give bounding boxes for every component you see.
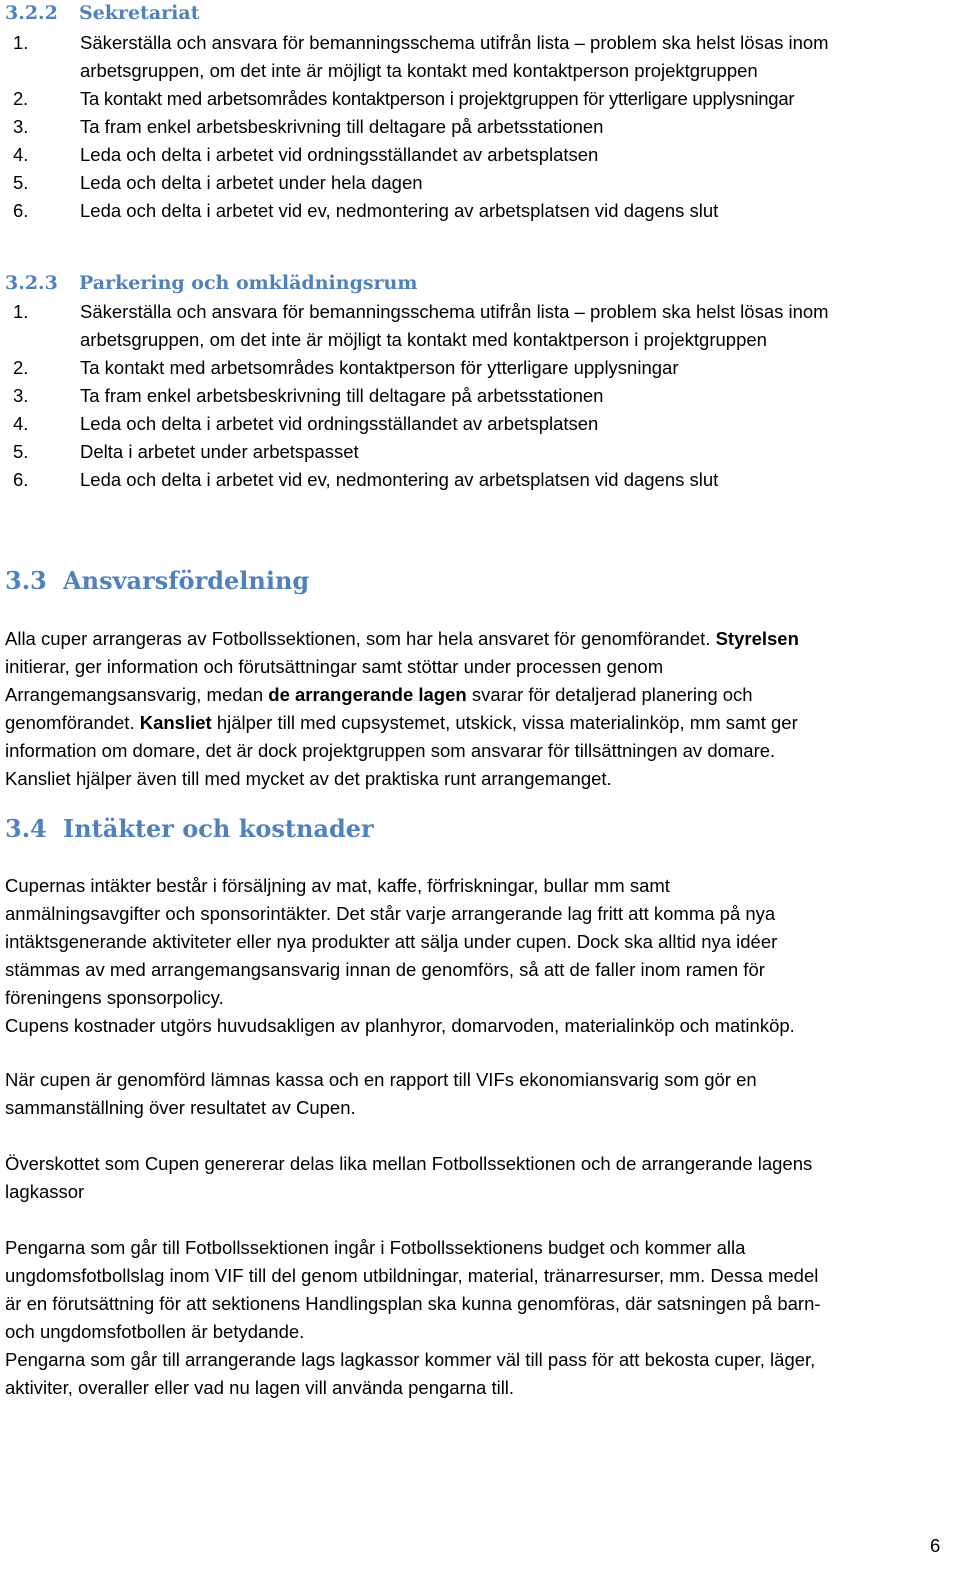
list-item: 3. Ta fram enkel arbetsbeskrivning till deltagare på arbetsstationen: [13, 385, 604, 406]
heading-number: 3.4: [5, 814, 47, 843]
heading-3-2-2: [5, 2, 199, 24]
list-item: 5. Delta i arbetet under arbetspasset: [13, 441, 359, 462]
list-item: 6. Leda och delta i arbetet vid ev, nedmontering av arbetsplatsen vid dagens slut: [13, 469, 719, 490]
list-item: 3. Ta fram enkel arbetsbeskrivning till deltagare på arbetsstationen: [13, 116, 604, 137]
overskott-paragraph: Överskottet som Cupen genererar delas lika mellan Fotbollssektionen och de arrangerande lagens lagkassor: [5, 1153, 813, 1202]
sekretariat-list: [0, 29, 945, 225]
list-item: 4. Leda och delta i arbetet vid ordningsställandet av arbetsplatsen: [13, 413, 599, 434]
heading-3-3: [5, 566, 309, 595]
list-item: 1. Säkerställa och ansvara för bemanningsschema utifrån lista – problem ska helst lösas inom arbetsgruppen, om det inte är möjligt ta kontakt med kontaktperson i projektgruppen: [13, 301, 829, 350]
parkering-list: [0, 298, 945, 494]
heading-3-2-3: [5, 272, 417, 294]
heading-number: 3.2.2: [5, 2, 58, 24]
heading-number: 3.2.3: [5, 272, 58, 294]
list-item: 4. Leda och delta i arbetet vid ordningsställandet av arbetsplatsen: [13, 144, 599, 165]
kassa-paragraph: När cupen är genomförd lämnas kassa och en rapport till VIFs ekonomiansvarig som gör en sammanställning över resultatet av Cupen.: [5, 1069, 757, 1118]
pengarna-paragraph: Pengarna som går till Fotbollssektionen ingår i Fotbollssektionens budget och kommer alla ungdomsfotbollslag inom VIF till del genom utbildningar, material, tränarresurser, mm. Dessa medel är en förutsättning för att sektionens Handlingsplan ska kunna genomföras, där satsningen på barn- och ungdomsfotbollen är betydande. Pengarna som går till arrangerande lags lagkassor kommer väl till pass för att bekosta cuper, läger, aktiviter, overaller eller vad nu lagen vill använda pengarna till.: [5, 1237, 821, 1398]
heading-title: Ansvarsfördelning: [63, 566, 310, 595]
list-item: 2. Ta kontakt med arbetsområdes kontaktperson i projektgruppen för ytterligare upplysningar: [13, 88, 795, 109]
list-item: 2. Ta kontakt med arbetsområdes kontaktperson för ytterligare upplysningar: [13, 357, 679, 378]
heading-number: 3.3: [5, 566, 47, 595]
ansvar-paragraph: Alla cuper arrangeras av Fotbollssektionen, som har hela ansvaret för genomförandet. Styrelsen initierar, ger information och förutsättningar samt stöttar under processen genom Arrangemangsansvarig, medan de arrangerande lagen svarar för detaljerad planering och genomförandet. Kansliet hjälper till med cupsystemet, utskick, vissa materialinköp, mm samt ger information om domare, det är dock projektgruppen som ansvarar för tillsättningen av domare. Kansliet hjälper även till med mycket av det praktiska runt arrangemanget.: [5, 628, 799, 789]
heading-3-4: [5, 814, 374, 843]
intakter-paragraph: Cupernas intäkter består i försäljning av mat, kaffe, förfriskningar, bullar mm samt anmälningsavgifter och sponsorintäkter. Det står varje arrangerande lag fritt att komma på nya intäktsgenerande aktiviteter eller nya produkter att sälja under cupen. Dock ska alltid nya idéer stämmas av med arrangemangsansvarig innan de genomförs, så att de faller inom ramen för föreningens sponsorpolicy. Cupens kostnader utgörs huvudsakligen av planhyror, domarvoden, materialinköp och matinköp.: [5, 875, 795, 1036]
list-item: 6. Leda och delta i arbetet vid ev, nedmontering av arbetsplatsen vid dagens slut: [13, 200, 719, 221]
heading-title: Parkering och omklädningsrum: [79, 272, 418, 294]
heading-title: Intäkter och kostnader: [63, 814, 374, 843]
page-number: 6: [930, 1535, 941, 1556]
list-item: 5. Leda och delta i arbetet under hela dagen: [13, 172, 423, 193]
list-item: 1. Säkerställa och ansvara för bemanningsschema utifrån lista – problem ska helst lösas inom arbetsgruppen, om det inte är möjligt ta kontakt med kontaktperson projektgruppen: [13, 32, 829, 81]
heading-title: Sekretariat: [79, 2, 200, 24]
